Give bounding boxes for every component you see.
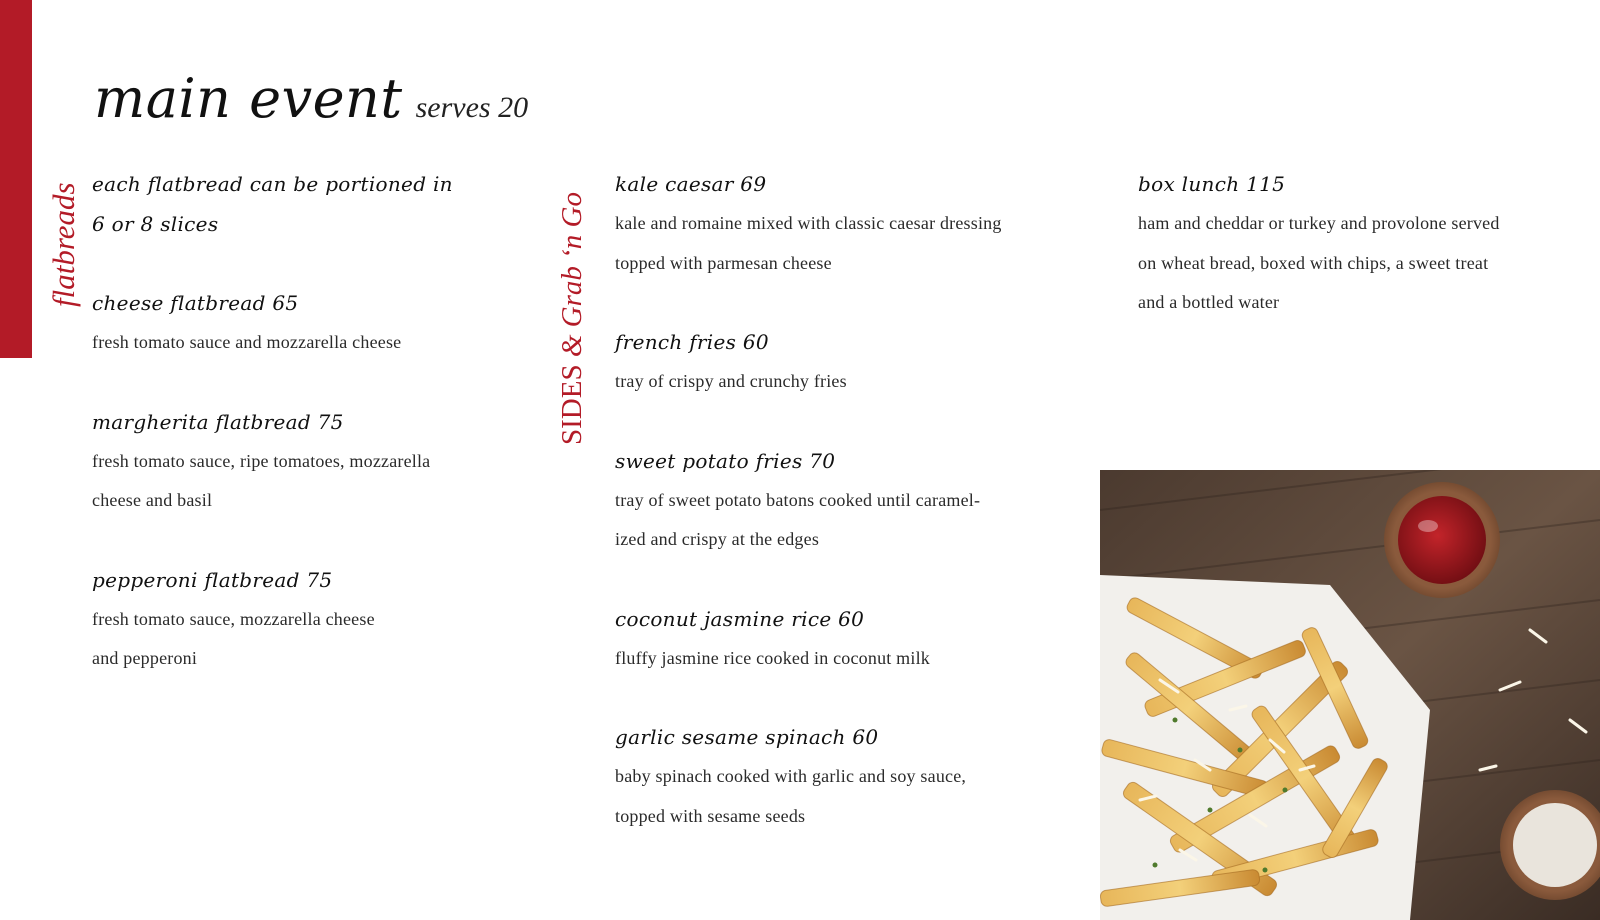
item-description [615,639,1055,679]
section-label-sides [558,192,587,445]
menu-item [615,599,1055,679]
item-name: garlic sesame spinach 60 [615,725,879,749]
item-description [615,204,1055,283]
menu-item [1138,164,1578,323]
flatbread-intro [92,164,532,244]
item-description [92,442,532,521]
sides-label-word: SIDES [556,357,588,445]
item-name: coconut jasmine rice 60 [615,606,865,631]
item-description [615,481,1055,560]
item-name: cheese flatbread 65 [92,291,299,315]
page-title [94,67,529,130]
item-name: sweet potato fries 70 [615,448,836,473]
desc-line: kale and romaine mixed with classic caesar dressing [615,213,1002,233]
section-label-flatbreads: flatbreads [46,182,81,307]
menu-item [615,441,1055,560]
accent-bar [0,0,32,358]
desc-line: on wheat bread, boxed with chips, a sweet treat [1138,252,1489,273]
desc-line: fresh tomato sauce, mozzarella cheese [92,608,375,629]
desc-line: topped with sesame seeds [615,805,806,826]
box-lunch-column [1138,164,1578,362]
desc-line: ham and cheddar or turkey and provolone served [1138,213,1500,233]
sides-column [615,164,1055,875]
menu-item [92,283,532,363]
menu-item [615,164,1055,283]
item-description [1138,204,1578,323]
desc-line: and a bottled water [1138,292,1280,312]
sides-label-amp: & [556,334,588,358]
desc-line: fresh tomato sauce and mozzarella cheese [92,332,402,352]
desc-line: cheese and basil [92,490,213,510]
desc-line: baby spinach cooked with garlic and soy sauce, [615,766,967,786]
desc-line: fluffy jasmine rice cooked in coconut milk [615,647,930,668]
item-description [92,323,532,363]
title-main: main event [94,67,403,130]
sides-label-go: Go [556,192,588,235]
item-description [615,362,1055,402]
item-description [615,757,1055,836]
item-name: kale caesar 69 [615,172,767,196]
sides-label-n: ‘n [556,234,588,259]
menu-item [615,322,1055,402]
intro-line: each flatbread can be portioned in [92,172,453,196]
item-name: box lunch 115 [1138,172,1286,196]
sides-label-grab: Grab [556,258,588,335]
fries-photo [1100,470,1600,920]
item-name: margherita flatbread 75 [92,409,344,434]
fries-illustration [1100,470,1600,920]
menu-item [615,717,1055,836]
desc-line: ized and crispy at the edges [615,529,820,549]
item-name: pepperoni flatbread 75 [92,567,333,592]
desc-line: and pepperoni [92,648,198,668]
menu-item [92,402,532,521]
desc-line: tray of crispy and crunchy fries [615,371,847,391]
flatbreads-column [92,164,532,718]
desc-line: fresh tomato sauce, ripe tomatoes, mozzarella [92,450,431,471]
title-serves: serves 20 [415,91,529,124]
intro-line: 6 or 8 slices [92,212,219,236]
menu-item [92,560,532,679]
desc-line: tray of sweet potato batons cooked until caramel- [615,489,981,510]
item-description [92,600,532,679]
desc-line: topped with parmesan cheese [615,252,832,273]
item-name: french fries 60 [615,330,769,354]
